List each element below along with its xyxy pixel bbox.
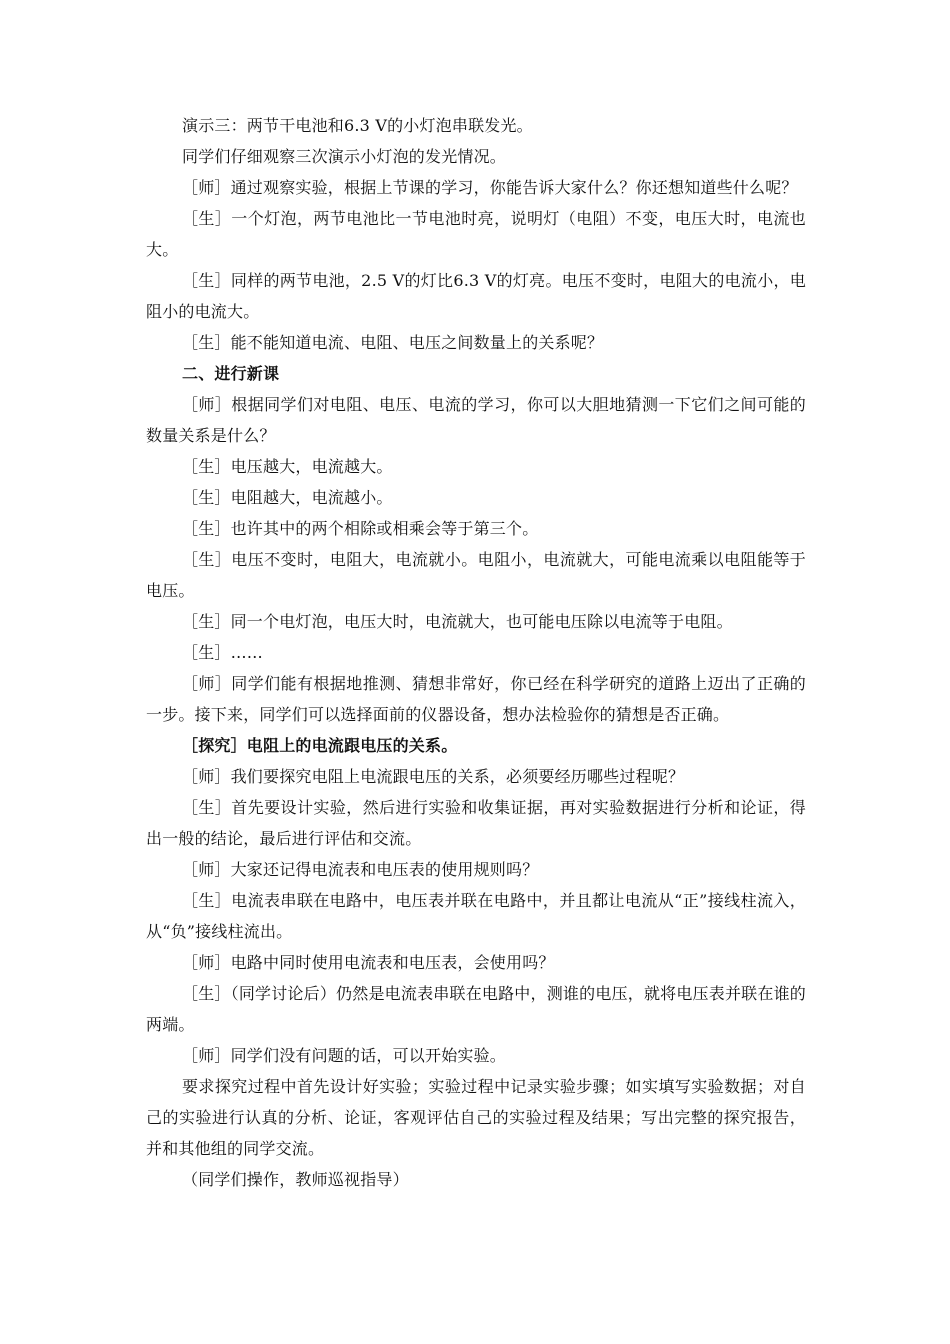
- paragraph-student-answer: ［生］电阻越大，电流越小。: [182, 488, 393, 507]
- paragraph-student-answer: ［生］一个灯泡，两节电池比一节电池时亮，说明灯（电阻）不变，电压大时，电流也大。: [146, 209, 806, 259]
- paragraph-student-answer: ［生］……: [182, 643, 264, 662]
- paragraph-requirements: 要求探究过程中首先设计好实验；实验过程中记录实验步骤；如实填写实验数据；对自己的实验进行认真的分析、论证，客观评估自己的实验过程及结果；写出完整的探究报告，并和其他组的同学交流。: [146, 1077, 806, 1158]
- paragraph-student-answer: ［生］（同学讨论后）仍然是电流表串联在电路中，测谁的电压，就将电压表并联在谁的两端。: [146, 984, 806, 1034]
- section-heading: 二、进行新课: [182, 364, 280, 383]
- paragraph-teacher-question: ［师］通过观察实验，根据上节课的学习，你能告诉大家什么？你还想知道些什么呢？: [182, 178, 798, 197]
- paragraph-observe: 同学们仔细观察三次演示小灯泡的发光情况。: [182, 147, 507, 166]
- paragraph-demo-three: 演示三：两节干电池和6.3 V的小灯泡串联发光。: [182, 116, 533, 135]
- paragraph-student-answer: ［生］同样的两节电池，2.5 V的灯比6.3 V的灯亮。电压不变时，电阻大的电流小，电阻小的电流大。: [146, 271, 806, 321]
- paragraph-student-answer: ［生］能不能知道电流、电阻、电压之间数量上的关系呢？: [182, 333, 604, 352]
- paragraph-student-answer: ［生］首先要设计实验，然后进行实验和收集证据，再对实验数据进行分析和论证，得出一般的结论，最后进行评估和交流。: [146, 798, 806, 848]
- document-page: [146, 110, 806, 1195]
- paragraph-stage-direction: （同学们操作，教师巡视指导）: [182, 1170, 409, 1189]
- paragraph-student-answer: ［生］电压不变时，电阻大，电流就小。电阻小，电流就大，可能电流乘以电阻能等于电压。: [146, 550, 806, 600]
- paragraph-student-answer: ［生］也许其中的两个相除或相乘会等于第三个。: [182, 519, 539, 538]
- paragraph-student-answer: ［生］电压越大，电流越大。: [182, 457, 393, 476]
- paragraph-teacher-question: ［师］电路中同时使用电流表和电压表，会使用吗？: [182, 953, 555, 972]
- paragraph-teacher-question: ［师］根据同学们对电阻、电压、电流的学习，你可以大胆地猜测一下它们之间可能的数量关系是什么？: [146, 395, 806, 445]
- inquiry-heading: ［探究］电阻上的电流跟电压的关系。: [182, 736, 458, 755]
- paragraph-teacher-comment: ［师］同学们没有问题的话，可以开始实验。: [182, 1046, 507, 1065]
- paragraph-teacher-question: ［师］我们要探究电阻上电流跟电压的关系，必须要经历哪些过程呢？: [182, 767, 685, 786]
- paragraph-teacher-comment: ［师］同学们能有根据地推测、猜想非常好，你已经在科学研究的道路上迈出了正确的一步。接下来，同学们可以选择面前的仪器设备，想办法检验你的猜想是否正确。: [146, 674, 806, 724]
- paragraph-student-answer: ［生］同一个电灯泡，电压大时，电流就大，也可能电压除以电流等于电阻。: [182, 612, 733, 631]
- paragraph-teacher-question: ［师］大家还记得电流表和电压表的使用规则吗？: [182, 860, 539, 879]
- paragraph-student-answer: ［生］电流表串联在电路中，电压表并联在电路中，并且都让电流从“正”接线柱流入，从“负”接线柱流出。: [146, 891, 806, 941]
